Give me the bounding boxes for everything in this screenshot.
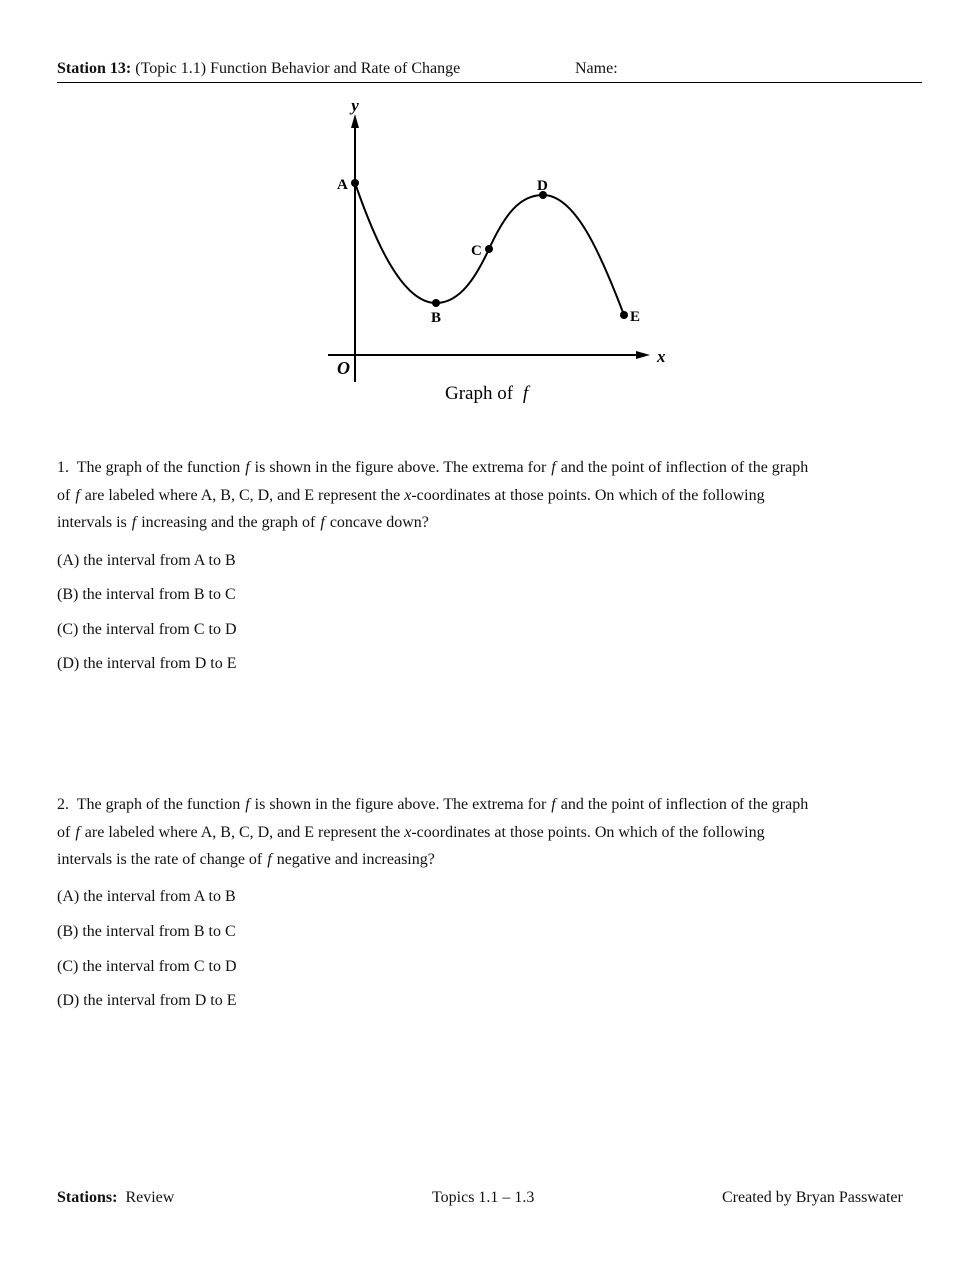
- q1-option-a[interactable]: (A) the interval from A to B: [57, 552, 236, 569]
- function-var: f: [245, 796, 250, 813]
- function-graph: [300, 92, 680, 412]
- question-text: increasing and the graph of: [141, 514, 316, 531]
- q1-option-c[interactable]: (C) the interval from C to D: [57, 621, 237, 638]
- question-text: are labeled where A, B, C, D, and E represent the: [84, 823, 401, 841]
- question-text: are labeled where A, B, C, D, and E represent the: [84, 486, 401, 504]
- footer-author: Created by Bryan Passwater: [722, 1189, 903, 1206]
- y-axis-arrow: [351, 114, 359, 128]
- point-a: [351, 179, 359, 187]
- function-var: f: [75, 486, 80, 504]
- question-text: negative and increasing?: [276, 851, 435, 868]
- q2-option-a[interactable]: (A) the interval from A to B: [57, 888, 236, 905]
- question-text: at those points. On which of the following: [490, 486, 765, 504]
- question-text: at those points. On which of the following: [490, 823, 765, 841]
- question-text: and the point of inflection of the graph: [560, 796, 809, 813]
- question-text: is shown in the figure above. The extrema for: [254, 796, 547, 813]
- point-d-label: D: [537, 178, 548, 194]
- question-text: The graph of the function: [76, 796, 241, 813]
- question-1: [57, 454, 919, 537]
- x-var: x: [404, 823, 412, 841]
- question-text: is shown in the figure above. The extrema for: [254, 459, 547, 476]
- function-var: f: [75, 823, 80, 841]
- footer-review: Review: [125, 1189, 175, 1206]
- x-axis-label: x: [657, 347, 666, 366]
- point-b: [432, 299, 440, 307]
- question-1-stem: [57, 454, 919, 537]
- question-number: 2.: [57, 796, 69, 813]
- footer-topics: Topics 1.1 – 1.3: [432, 1189, 535, 1206]
- page-title: [57, 60, 460, 78]
- function-var: f: [320, 514, 325, 531]
- page-header: [57, 58, 922, 83]
- question-text: and the point of inflection of the graph: [560, 459, 809, 476]
- function-var: f: [551, 796, 556, 813]
- x-axis-arrow: [636, 351, 650, 359]
- q1-option-b[interactable]: (B) the interval from B to C: [57, 586, 236, 603]
- point-c: [485, 245, 493, 253]
- function-var: f: [551, 459, 556, 476]
- footer-stations-label: Stations:: [57, 1189, 118, 1206]
- question-2: [57, 791, 919, 874]
- question-number: 1.: [57, 459, 69, 476]
- graph-caption-text: Graph of: [445, 383, 514, 404]
- function-var: f: [267, 851, 272, 868]
- q2-option-d[interactable]: (D) the interval from D to E: [57, 992, 237, 1009]
- question-text: -coordinates: [411, 486, 491, 504]
- name-label: Name:: [575, 60, 618, 77]
- point-e: [620, 311, 628, 319]
- question-text: concave down?: [329, 514, 429, 531]
- origin-label: O: [337, 358, 350, 378]
- point-e-label: E: [630, 309, 641, 325]
- x-var: x: [404, 486, 412, 504]
- q1-option-d[interactable]: (D) the interval from D to E: [57, 655, 237, 672]
- graph-caption-var: f: [522, 383, 529, 404]
- question-text: of: [57, 823, 71, 841]
- question-text: intervals is: [57, 514, 127, 531]
- q2-option-b[interactable]: (B) the interval from B to C: [57, 923, 236, 940]
- question-text: The graph of the function: [76, 459, 241, 476]
- y-axis-label: y: [351, 96, 359, 115]
- station-topic: (Topic 1.1) Function Behavior and Rate of Change: [135, 60, 461, 77]
- point-c-label: C: [471, 243, 482, 259]
- graph-caption: [445, 383, 531, 404]
- point-a-label: A: [337, 177, 348, 193]
- function-var: f: [245, 459, 250, 476]
- footer-left: [57, 1189, 174, 1207]
- point-b-label: B: [431, 310, 442, 326]
- function-var: f: [131, 514, 137, 531]
- question-text: intervals is the rate of change of: [57, 851, 263, 868]
- q2-option-c[interactable]: (C) the interval from C to D: [57, 958, 237, 975]
- station-label: Station 13:: [57, 60, 132, 77]
- question-text: -coordinates: [411, 823, 491, 841]
- question-2-stem: [57, 791, 919, 874]
- question-text: of: [57, 486, 71, 504]
